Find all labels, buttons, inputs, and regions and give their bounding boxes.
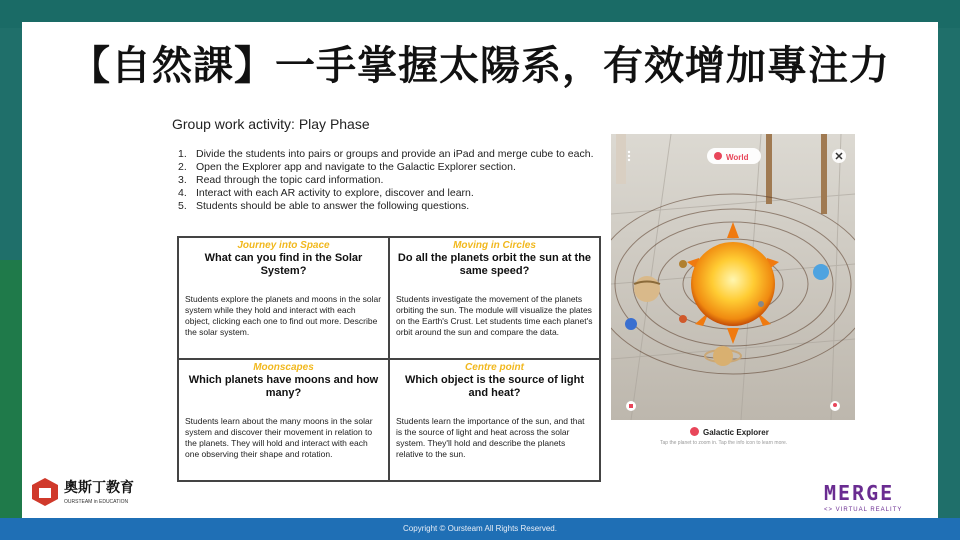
- list-item: 4. Interact with each AR activity to explore, discover and learn.: [178, 187, 474, 199]
- topic-card: [178, 359, 389, 481]
- topic-question: Do all the planets orbit the sun at the same speed?: [397, 252, 592, 277]
- topic-category: Centre point: [465, 362, 524, 373]
- list-item: 2. Open the Explorer app and navigate to the Galactic Explorer section.: [178, 161, 516, 173]
- topic-question: What can you find in the Solar System?: [204, 252, 363, 277]
- topic-description: Students learn the importance of the sun, and that is the source of light and heat across the solar system. They'll hold and describe the planets relative to the sun.: [396, 416, 585, 459]
- topic-category: Journey into Space: [237, 240, 330, 251]
- topic-description: Students explore the planets and moons in the solar system while they hold and interact with each object, clicking each one to find out more. Describe the solar system.: [185, 294, 382, 337]
- ar-solar-system-photo: [611, 134, 855, 420]
- world-button-label: World: [726, 153, 749, 162]
- svg-text:MERGE: MERGE: [824, 482, 895, 505]
- list-item: 5. Students should be able to answer the following questions.: [178, 200, 470, 212]
- svg-text:奧斯丁教育: 奧斯丁教育: [64, 480, 134, 496]
- topic-question: Which object is the source of light and heat?: [404, 374, 585, 399]
- list-item: 3. Read through the topic card information.: [178, 174, 384, 186]
- kebab-menu-icon[interactable]: [628, 151, 630, 161]
- topic-description: Students investigate the movement of the planets orbiting the sun. The module will visualize the plates on the Earth's Crust. Let students time each planet's orbit around the sun and compare the data.: [396, 294, 593, 337]
- topic-card: [389, 237, 600, 359]
- topic-question: Which planets have moons and how many?: [188, 374, 379, 399]
- topic-card: [389, 359, 600, 481]
- oursteam-logo: [30, 476, 190, 511]
- topic-card: [178, 237, 389, 359]
- slide-canvas: [22, 22, 938, 518]
- list-item: 1. Divide the students into pairs or groups and provide an iPad and merge cube to each.: [178, 148, 594, 160]
- galactic-logo-icon: [690, 427, 699, 436]
- activity-heading: Group work activity: Play Phase: [172, 116, 370, 132]
- topic-cards-table: [177, 236, 601, 482]
- slide-title: 【自然課】一手掌握太陽系，有效增加專注力: [70, 43, 890, 89]
- copyright-footer: Copyright © Oursteam All Rights Reserved.: [0, 518, 960, 540]
- merge-logo: [824, 482, 934, 519]
- galactic-explorer-caption: Galactic Explorer: [690, 427, 769, 437]
- steps-list: [178, 148, 598, 213]
- galactic-explorer-hint: Tap the planet to zoom in. Tap the info icon to learn more.: [660, 440, 788, 446]
- topic-category: Moonscapes: [253, 362, 314, 373]
- topic-category: Moving in Circles: [453, 240, 536, 251]
- svg-text:OURSTEAM in EDUCATION: OURSTEAM in EDUCATION: [64, 499, 129, 505]
- topic-description: Students learn about the many moons in the solar system and discover their movement in relation to the planets. They will hold and interact with each one observing their shape and rotation.: [185, 416, 373, 459]
- svg-text:<> VIRTUAL REALITY: <> VIRTUAL REALITY: [824, 507, 903, 513]
